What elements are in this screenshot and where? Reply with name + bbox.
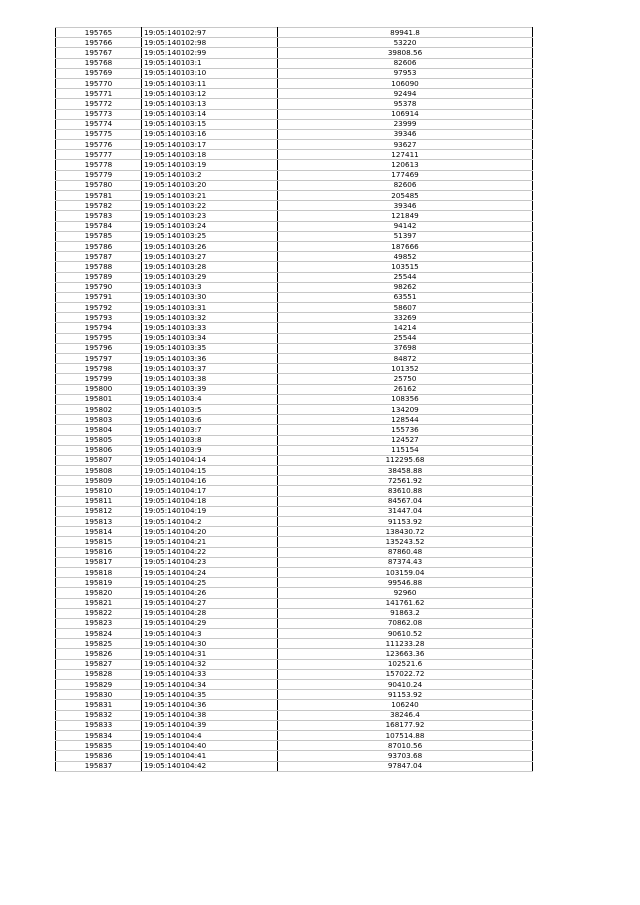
row-id-cell: 195783 <box>56 211 142 221</box>
table-row <box>56 252 533 262</box>
table-row <box>56 517 533 527</box>
row-code-cell: 19:05:140104:16 <box>142 476 278 486</box>
table-row <box>56 537 533 547</box>
table-row <box>56 292 533 302</box>
table-row <box>56 313 533 323</box>
row-id-cell: 195810 <box>56 486 142 496</box>
row-id-cell: 195787 <box>56 252 142 262</box>
row-id-cell: 195794 <box>56 323 142 333</box>
row-id-cell: 195835 <box>56 741 142 751</box>
table-row <box>56 669 533 679</box>
table-row <box>56 547 533 557</box>
table-row <box>56 241 533 251</box>
row-id-cell: 195805 <box>56 435 142 445</box>
table-row <box>56 506 533 516</box>
row-id-cell: 195769 <box>56 68 142 78</box>
row-id-cell: 195771 <box>56 89 142 99</box>
row-id-cell: 195832 <box>56 710 142 720</box>
table-row <box>56 354 533 364</box>
row-value-cell: 90610.52 <box>278 629 533 639</box>
row-code-cell: 19:05:140103:33 <box>142 323 278 333</box>
table-row <box>56 690 533 700</box>
row-code-cell: 19:05:140103:14 <box>142 109 278 119</box>
row-id-cell: 195774 <box>56 119 142 129</box>
row-code-cell: 19:05:140103:7 <box>142 425 278 435</box>
row-value-cell: 37698 <box>278 343 533 353</box>
table-row <box>56 680 533 690</box>
table-row <box>56 639 533 649</box>
row-value-cell: 82606 <box>278 58 533 68</box>
row-code-cell: 19:05:140104:38 <box>142 710 278 720</box>
table-row <box>56 129 533 139</box>
table-row <box>56 211 533 221</box>
row-value-cell: 84872 <box>278 354 533 364</box>
table-row <box>56 567 533 577</box>
table-row <box>56 272 533 282</box>
row-value-cell: 93703.68 <box>278 751 533 761</box>
row-value-cell: 141761.62 <box>278 598 533 608</box>
table-row <box>56 119 533 129</box>
row-value-cell: 177469 <box>278 170 533 180</box>
row-value-cell: 187666 <box>278 241 533 251</box>
row-value-cell: 90410.24 <box>278 680 533 690</box>
row-value-cell: 103159.04 <box>278 567 533 577</box>
table-row <box>56 323 533 333</box>
row-code-cell: 19:05:140104:35 <box>142 690 278 700</box>
row-code-cell: 19:05:140103:10 <box>142 68 278 78</box>
row-code-cell: 19:05:140103:31 <box>142 303 278 313</box>
row-value-cell: 120613 <box>278 160 533 170</box>
row-code-cell: 19:05:140104:3 <box>142 629 278 639</box>
row-code-cell: 19:05:140103:17 <box>142 140 278 150</box>
row-id-cell: 195773 <box>56 109 142 119</box>
row-id-cell: 195796 <box>56 343 142 353</box>
row-value-cell: 127411 <box>278 150 533 160</box>
row-code-cell: 19:05:140104:33 <box>142 669 278 679</box>
row-code-cell: 19:05:140104:29 <box>142 618 278 628</box>
row-code-cell: 19:05:140104:26 <box>142 588 278 598</box>
row-value-cell: 53220 <box>278 38 533 48</box>
row-code-cell: 19:05:140103:9 <box>142 445 278 455</box>
row-id-cell: 195836 <box>56 751 142 761</box>
row-id-cell: 195772 <box>56 99 142 109</box>
row-id-cell: 195803 <box>56 415 142 425</box>
table-row <box>56 191 533 201</box>
row-value-cell: 39808.56 <box>278 48 533 58</box>
table-row <box>56 425 533 435</box>
row-id-cell: 195826 <box>56 649 142 659</box>
row-code-cell: 19:05:140103:30 <box>142 292 278 302</box>
row-value-cell: 112295.68 <box>278 455 533 465</box>
row-value-cell: 95378 <box>278 99 533 109</box>
row-value-cell: 38458.88 <box>278 466 533 476</box>
row-code-cell: 19:05:140103:36 <box>142 354 278 364</box>
row-value-cell: 138430.72 <box>278 527 533 537</box>
row-id-cell: 195833 <box>56 720 142 730</box>
row-value-cell: 168177.92 <box>278 720 533 730</box>
row-value-cell: 124527 <box>278 435 533 445</box>
table-row <box>56 476 533 486</box>
row-id-cell: 195795 <box>56 333 142 343</box>
table-row <box>56 435 533 445</box>
row-value-cell: 92494 <box>278 89 533 99</box>
table-row <box>56 140 533 150</box>
row-code-cell: 19:05:140103:1 <box>142 58 278 68</box>
row-code-cell: 19:05:140103:28 <box>142 262 278 272</box>
table-row <box>56 730 533 740</box>
row-code-cell: 19:05:140103:37 <box>142 364 278 374</box>
row-code-cell: 19:05:140104:36 <box>142 700 278 710</box>
row-code-cell: 19:05:140103:24 <box>142 221 278 231</box>
row-id-cell: 195819 <box>56 578 142 588</box>
row-code-cell: 19:05:140104:24 <box>142 567 278 577</box>
row-id-cell: 195823 <box>56 618 142 628</box>
table-row <box>56 598 533 608</box>
row-code-cell: 19:05:140104:27 <box>142 598 278 608</box>
row-id-cell: 195767 <box>56 48 142 58</box>
row-value-cell: 26162 <box>278 384 533 394</box>
row-value-cell: 49852 <box>278 252 533 262</box>
row-value-cell: 87010.56 <box>278 741 533 751</box>
table-row <box>56 221 533 231</box>
row-code-cell: 19:05:140103:38 <box>142 374 278 384</box>
table-row <box>56 303 533 313</box>
table-row <box>56 761 533 771</box>
row-id-cell: 195793 <box>56 313 142 323</box>
table-row <box>56 364 533 374</box>
row-id-cell: 195808 <box>56 466 142 476</box>
row-code-cell: 19:05:140103:27 <box>142 252 278 262</box>
row-code-cell: 19:05:140103:5 <box>142 404 278 414</box>
row-code-cell: 19:05:140103:18 <box>142 150 278 160</box>
table-row <box>56 720 533 730</box>
row-id-cell: 195790 <box>56 282 142 292</box>
row-id-cell: 195801 <box>56 394 142 404</box>
table-row <box>56 588 533 598</box>
row-id-cell: 195802 <box>56 404 142 414</box>
row-id-cell: 195820 <box>56 588 142 598</box>
row-code-cell: 19:05:140104:19 <box>142 506 278 516</box>
row-id-cell: 195788 <box>56 262 142 272</box>
row-value-cell: 155736 <box>278 425 533 435</box>
row-value-cell: 103515 <box>278 262 533 272</box>
row-value-cell: 106240 <box>278 700 533 710</box>
row-id-cell: 195770 <box>56 78 142 88</box>
table-row <box>56 262 533 272</box>
row-value-cell: 38246.4 <box>278 710 533 720</box>
row-id-cell: 195827 <box>56 659 142 669</box>
row-code-cell: 19:05:140103:3 <box>142 282 278 292</box>
row-code-cell: 19:05:140102:98 <box>142 38 278 48</box>
row-value-cell: 87374.43 <box>278 557 533 567</box>
row-value-cell: 102521.6 <box>278 659 533 669</box>
row-value-cell: 87860.48 <box>278 547 533 557</box>
row-id-cell: 195818 <box>56 567 142 577</box>
row-value-cell: 93627 <box>278 140 533 150</box>
row-code-cell: 19:05:140103:20 <box>142 180 278 190</box>
row-id-cell: 195824 <box>56 629 142 639</box>
row-code-cell: 19:05:140103:26 <box>142 241 278 251</box>
row-value-cell: 97953 <box>278 68 533 78</box>
row-value-cell: 58607 <box>278 303 533 313</box>
row-code-cell: 19:05:140104:42 <box>142 761 278 771</box>
table-row <box>56 48 533 58</box>
row-id-cell: 195831 <box>56 700 142 710</box>
row-id-cell: 195779 <box>56 170 142 180</box>
row-id-cell: 195822 <box>56 608 142 618</box>
row-code-cell: 19:05:140103:4 <box>142 394 278 404</box>
row-value-cell: 123663.36 <box>278 649 533 659</box>
row-id-cell: 195765 <box>56 28 142 38</box>
row-value-cell: 14214 <box>278 323 533 333</box>
row-id-cell: 195834 <box>56 730 142 740</box>
table-row <box>56 89 533 99</box>
table-row <box>56 496 533 506</box>
row-code-cell: 19:05:140103:12 <box>142 89 278 99</box>
row-code-cell: 19:05:140103:34 <box>142 333 278 343</box>
row-code-cell: 19:05:140104:18 <box>142 496 278 506</box>
row-value-cell: 94142 <box>278 221 533 231</box>
row-value-cell: 83610.88 <box>278 486 533 496</box>
row-value-cell: 89941.8 <box>278 28 533 38</box>
row-value-cell: 31447.04 <box>278 506 533 516</box>
row-value-cell: 63551 <box>278 292 533 302</box>
row-code-cell: 19:05:140103:2 <box>142 170 278 180</box>
table-row <box>56 649 533 659</box>
row-value-cell: 98262 <box>278 282 533 292</box>
table-row <box>56 160 533 170</box>
row-id-cell: 195817 <box>56 557 142 567</box>
row-value-cell: 23999 <box>278 119 533 129</box>
table-row <box>56 180 533 190</box>
table-row <box>56 333 533 343</box>
table-row <box>56 629 533 639</box>
table-row <box>56 741 533 751</box>
row-code-cell: 19:05:140103:15 <box>142 119 278 129</box>
row-value-cell: 111233.28 <box>278 639 533 649</box>
row-value-cell: 108356 <box>278 394 533 404</box>
table-row <box>56 38 533 48</box>
row-code-cell: 19:05:140104:14 <box>142 455 278 465</box>
row-id-cell: 195813 <box>56 517 142 527</box>
row-id-cell: 195806 <box>56 445 142 455</box>
row-code-cell: 19:05:140104:23 <box>142 557 278 567</box>
row-code-cell: 19:05:140103:13 <box>142 99 278 109</box>
row-id-cell: 195799 <box>56 374 142 384</box>
row-code-cell: 19:05:140103:11 <box>142 78 278 88</box>
row-id-cell: 195791 <box>56 292 142 302</box>
row-value-cell: 91863.2 <box>278 608 533 618</box>
table-row <box>56 659 533 669</box>
row-code-cell: 19:05:140104:17 <box>142 486 278 496</box>
row-value-cell: 115154 <box>278 445 533 455</box>
row-code-cell: 19:05:140103:25 <box>142 231 278 241</box>
row-id-cell: 195825 <box>56 639 142 649</box>
row-value-cell: 84567.04 <box>278 496 533 506</box>
row-value-cell: 134209 <box>278 404 533 414</box>
row-code-cell: 19:05:140104:28 <box>142 608 278 618</box>
row-value-cell: 157022.72 <box>278 669 533 679</box>
row-code-cell: 19:05:140103:39 <box>142 384 278 394</box>
row-value-cell: 99546.88 <box>278 578 533 588</box>
row-code-cell: 19:05:140104:32 <box>142 659 278 669</box>
row-code-cell: 19:05:140103:22 <box>142 201 278 211</box>
row-value-cell: 33269 <box>278 313 533 323</box>
row-id-cell: 195828 <box>56 669 142 679</box>
row-code-cell: 19:05:140103:29 <box>142 272 278 282</box>
table-row <box>56 527 533 537</box>
table-row <box>56 374 533 384</box>
row-value-cell: 97847.04 <box>278 761 533 771</box>
row-value-cell: 39346 <box>278 201 533 211</box>
row-value-cell: 106090 <box>278 78 533 88</box>
row-id-cell: 195830 <box>56 690 142 700</box>
row-code-cell: 19:05:140104:15 <box>142 466 278 476</box>
table-row <box>56 68 533 78</box>
row-value-cell: 82606 <box>278 180 533 190</box>
row-id-cell: 195786 <box>56 241 142 251</box>
table-row <box>56 455 533 465</box>
table-row <box>56 700 533 710</box>
row-value-cell: 106914 <box>278 109 533 119</box>
table-row <box>56 486 533 496</box>
row-code-cell: 19:05:140102:97 <box>142 28 278 38</box>
row-code-cell: 19:05:140103:16 <box>142 129 278 139</box>
row-code-cell: 19:05:140103:32 <box>142 313 278 323</box>
row-code-cell: 19:05:140103:23 <box>142 211 278 221</box>
table-row <box>56 578 533 588</box>
table-row <box>56 466 533 476</box>
table-row <box>56 445 533 455</box>
table-row <box>56 170 533 180</box>
row-id-cell: 195811 <box>56 496 142 506</box>
row-id-cell: 195816 <box>56 547 142 557</box>
row-id-cell: 195792 <box>56 303 142 313</box>
row-value-cell: 25750 <box>278 374 533 384</box>
row-value-cell: 91153.92 <box>278 517 533 527</box>
row-id-cell: 195782 <box>56 201 142 211</box>
row-id-cell: 195798 <box>56 364 142 374</box>
table-row <box>56 618 533 628</box>
row-id-cell: 195784 <box>56 221 142 231</box>
row-code-cell: 19:05:140103:8 <box>142 435 278 445</box>
row-code-cell: 19:05:140104:34 <box>142 680 278 690</box>
row-id-cell: 195809 <box>56 476 142 486</box>
row-code-cell: 19:05:140104:22 <box>142 547 278 557</box>
data-table <box>55 27 533 772</box>
row-id-cell: 195780 <box>56 180 142 190</box>
table-body <box>56 28 533 772</box>
row-id-cell: 195815 <box>56 537 142 547</box>
row-value-cell: 128544 <box>278 415 533 425</box>
row-value-cell: 135243.52 <box>278 537 533 547</box>
table-row <box>56 99 533 109</box>
row-id-cell: 195800 <box>56 384 142 394</box>
table-row <box>56 394 533 404</box>
table-row <box>56 78 533 88</box>
table-row <box>56 557 533 567</box>
row-code-cell: 19:05:140103:35 <box>142 343 278 353</box>
row-code-cell: 19:05:140104:41 <box>142 751 278 761</box>
row-id-cell: 195781 <box>56 191 142 201</box>
row-value-cell: 39346 <box>278 129 533 139</box>
row-id-cell: 195768 <box>56 58 142 68</box>
row-id-cell: 195814 <box>56 527 142 537</box>
table-row <box>56 404 533 414</box>
row-id-cell: 195778 <box>56 160 142 170</box>
row-value-cell: 107514.88 <box>278 730 533 740</box>
table-row <box>56 28 533 38</box>
row-code-cell: 19:05:140104:30 <box>142 639 278 649</box>
row-code-cell: 19:05:140104:20 <box>142 527 278 537</box>
row-id-cell: 195812 <box>56 506 142 516</box>
row-code-cell: 19:05:140104:39 <box>142 720 278 730</box>
table-row <box>56 608 533 618</box>
row-id-cell: 195776 <box>56 140 142 150</box>
row-id-cell: 195777 <box>56 150 142 160</box>
row-value-cell: 25544 <box>278 272 533 282</box>
row-value-cell: 121849 <box>278 211 533 221</box>
table-row <box>56 751 533 761</box>
row-code-cell: 19:05:140103:21 <box>142 191 278 201</box>
row-id-cell: 195804 <box>56 425 142 435</box>
row-id-cell: 195837 <box>56 761 142 771</box>
row-code-cell: 19:05:140104:31 <box>142 649 278 659</box>
row-code-cell: 19:05:140102:99 <box>142 48 278 58</box>
row-value-cell: 205485 <box>278 191 533 201</box>
row-value-cell: 70862.08 <box>278 618 533 628</box>
row-value-cell: 25544 <box>278 333 533 343</box>
row-id-cell: 195785 <box>56 231 142 241</box>
table-row <box>56 231 533 241</box>
row-code-cell: 19:05:140103:19 <box>142 160 278 170</box>
row-id-cell: 195829 <box>56 680 142 690</box>
row-id-cell: 195821 <box>56 598 142 608</box>
row-value-cell: 91153.92 <box>278 690 533 700</box>
row-value-cell: 101352 <box>278 364 533 374</box>
table-row <box>56 58 533 68</box>
table-row <box>56 150 533 160</box>
row-id-cell: 195766 <box>56 38 142 48</box>
row-code-cell: 19:05:140104:25 <box>142 578 278 588</box>
table-row <box>56 282 533 292</box>
table-row <box>56 384 533 394</box>
row-code-cell: 19:05:140103:6 <box>142 415 278 425</box>
row-id-cell: 195807 <box>56 455 142 465</box>
row-value-cell: 51397 <box>278 231 533 241</box>
table-row <box>56 109 533 119</box>
row-value-cell: 72561.92 <box>278 476 533 486</box>
row-id-cell: 195789 <box>56 272 142 282</box>
row-id-cell: 195775 <box>56 129 142 139</box>
row-value-cell: 92960 <box>278 588 533 598</box>
row-code-cell: 19:05:140104:40 <box>142 741 278 751</box>
row-code-cell: 19:05:140104:21 <box>142 537 278 547</box>
row-code-cell: 19:05:140104:2 <box>142 517 278 527</box>
row-code-cell: 19:05:140104:4 <box>142 730 278 740</box>
table-row <box>56 343 533 353</box>
table-row <box>56 415 533 425</box>
table-row <box>56 710 533 720</box>
table-row <box>56 201 533 211</box>
row-id-cell: 195797 <box>56 354 142 364</box>
